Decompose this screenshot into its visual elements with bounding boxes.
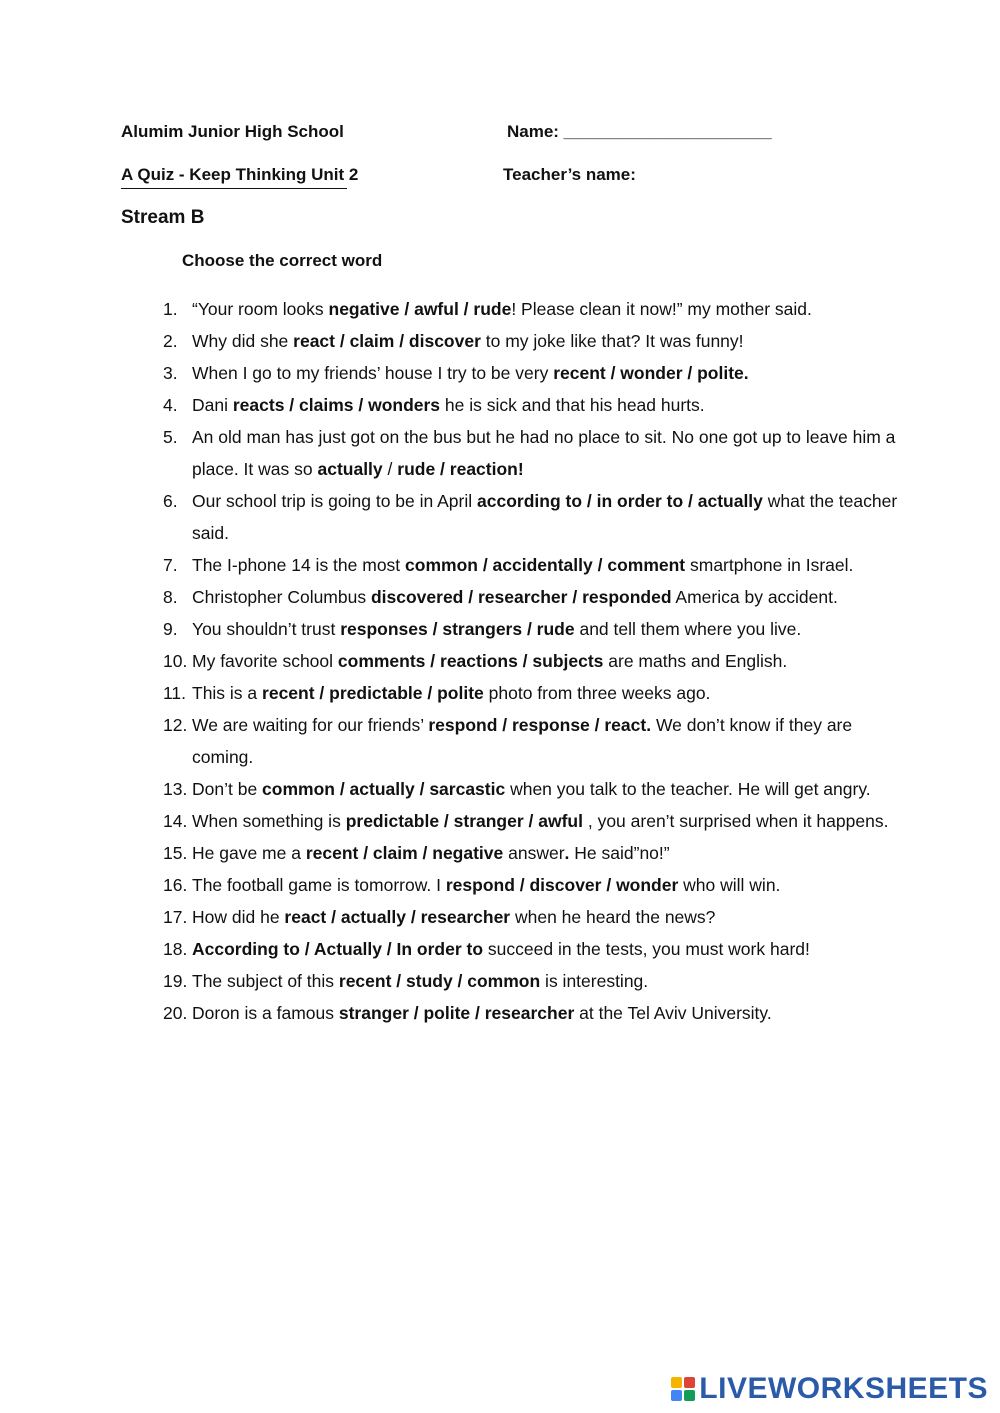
question-number: 3. bbox=[163, 363, 178, 383]
question-text: How did he bbox=[192, 907, 285, 927]
question-number: 15. bbox=[163, 843, 188, 863]
question-number: 9. bbox=[163, 619, 178, 639]
question-item bbox=[163, 805, 903, 837]
question-item bbox=[163, 549, 903, 581]
question-text: is interesting. bbox=[540, 971, 649, 991]
question-text: The football game is tomorrow. I bbox=[192, 875, 446, 895]
question-text: He gave me a bbox=[192, 843, 306, 863]
question-number: 1. bbox=[163, 299, 178, 319]
word-choice-options: recent / claim / negative bbox=[305, 843, 504, 863]
question-item bbox=[163, 901, 903, 933]
question-item bbox=[163, 965, 903, 997]
question-number: 11. bbox=[163, 683, 187, 703]
question-text: We don’t know if they are coming. bbox=[192, 715, 853, 767]
question-item bbox=[163, 325, 903, 357]
question-text: Our school trip is going to be in April bbox=[192, 491, 478, 511]
logo-tile bbox=[684, 1377, 695, 1388]
logo-tile bbox=[684, 1390, 695, 1401]
question-text: This is a bbox=[192, 683, 263, 703]
quiz-title: A Quiz - Keep Thinking Unit 2 bbox=[121, 165, 359, 184]
word-choice-options: stranger / polite / researcher bbox=[338, 1003, 575, 1023]
word-choice-options: according to / in order to / actually bbox=[477, 491, 763, 511]
question-text: An old man has just got on the bus but he had no place to sit. No one got up to leave him a place. It was so bbox=[192, 427, 896, 479]
question-text: When something is bbox=[192, 811, 346, 831]
question-item bbox=[163, 293, 903, 325]
question-text: Dani bbox=[192, 395, 233, 415]
question-text: America by accident. bbox=[671, 587, 838, 607]
question-number: 16. bbox=[163, 875, 188, 895]
instruction-heading: Choose the correct word bbox=[182, 251, 383, 270]
question-text: We are waiting for our friends’ bbox=[192, 715, 429, 735]
question-text: are maths and English. bbox=[603, 651, 788, 671]
word-choice-options: recent / wonder / polite. bbox=[553, 363, 749, 383]
word-choice-options: comments / reactions / subjects bbox=[337, 651, 604, 671]
question-text: when you talk to the teacher. He will get angry. bbox=[505, 779, 871, 799]
word-choice-options: common / actually / sarcastic bbox=[262, 779, 506, 799]
question-number: 6. bbox=[163, 491, 178, 511]
question-item bbox=[163, 837, 903, 869]
question-item bbox=[163, 773, 903, 805]
question-item bbox=[163, 933, 903, 965]
question-number: 20. bbox=[163, 1003, 188, 1023]
question-item bbox=[163, 389, 903, 421]
question-item bbox=[163, 997, 903, 1029]
word-choice-options: recent / study / common bbox=[338, 971, 541, 991]
question-number: 8. bbox=[163, 587, 178, 607]
question-text: at the Tel Aviv University. bbox=[574, 1003, 772, 1023]
question-item bbox=[163, 645, 903, 677]
teacher-name-label: Teacher’s name: bbox=[503, 165, 636, 184]
teacher-name-underline bbox=[121, 188, 347, 189]
liveworksheets-logo-icon bbox=[671, 1377, 695, 1401]
question-text: He said”no!” bbox=[569, 843, 670, 863]
word-choice-options: predictable / stranger / awful bbox=[345, 811, 583, 831]
word-choice-options: rude / reaction! bbox=[397, 459, 524, 479]
logo-tile bbox=[671, 1390, 682, 1401]
question-text: he is sick and that his head hurts. bbox=[440, 395, 705, 415]
question-item bbox=[163, 485, 903, 549]
question-number: 12. bbox=[163, 715, 188, 735]
question-text: The subject of this bbox=[192, 971, 339, 991]
question-number: 4. bbox=[163, 395, 178, 415]
question-text: what the teacher said. bbox=[192, 491, 898, 543]
word-choice-options: . bbox=[564, 843, 570, 863]
question-text: succeed in the tests, you must work hard! bbox=[483, 939, 810, 959]
word-choice-options: respond / response / react. bbox=[428, 715, 652, 735]
question-text: When I go to my friends’ house I try to be very bbox=[192, 363, 554, 383]
question-item bbox=[163, 869, 903, 901]
question-text: My favorite school bbox=[192, 651, 338, 671]
question-text: The I-phone 14 is the most bbox=[192, 555, 406, 575]
stream-label: Stream B bbox=[121, 207, 205, 228]
question-number: 19. bbox=[163, 971, 188, 991]
question-text: who will win. bbox=[678, 875, 781, 895]
word-choice-options: common / accidentally / comment bbox=[405, 555, 686, 575]
question-text: , you aren’t surprised when it happens. bbox=[582, 811, 889, 831]
question-item bbox=[163, 677, 903, 709]
question-number: 14. bbox=[163, 811, 188, 831]
question-item bbox=[163, 613, 903, 645]
word-choice-options: According to / Actually / In order to bbox=[192, 939, 484, 959]
question-number: 2. bbox=[163, 331, 178, 351]
name-field-label: Name: ______________________ bbox=[507, 122, 772, 141]
question-item bbox=[163, 357, 903, 389]
word-choice-options: respond / discover / wonder bbox=[445, 875, 679, 895]
question-text: and tell them where you live. bbox=[574, 619, 802, 639]
word-choice-options: responses / strangers / rude bbox=[340, 619, 575, 639]
question-number: 10. bbox=[163, 651, 188, 671]
question-text: Christopher Columbus bbox=[192, 587, 371, 607]
question-text: Why did she bbox=[192, 331, 294, 351]
brand-wordmark: LIVEWORKSHEETS bbox=[699, 1372, 988, 1405]
question-list bbox=[163, 293, 903, 1029]
question-text: “Your room looks bbox=[192, 299, 329, 319]
word-choice-options: reacts / claims / wonders bbox=[232, 395, 441, 415]
word-choice-options: actually bbox=[317, 459, 383, 479]
question-text: smartphone in Israel. bbox=[685, 555, 854, 575]
question-text: ! Please clean it now!” my mother said. bbox=[511, 299, 812, 319]
question-text: You shouldn’t trust bbox=[192, 619, 341, 639]
question-item bbox=[163, 581, 903, 613]
logo-tile bbox=[671, 1377, 682, 1388]
question-text: / bbox=[382, 459, 398, 479]
liveworksheets-brand bbox=[671, 1372, 988, 1406]
question-number: 7. bbox=[163, 555, 178, 575]
question-number: 17. bbox=[163, 907, 188, 927]
question-number: 5. bbox=[163, 427, 178, 447]
question-text: when he heard the news? bbox=[510, 907, 716, 927]
school-name: Alumim Junior High School bbox=[121, 122, 344, 141]
word-choice-options: react / actually / researcher bbox=[284, 907, 511, 927]
word-choice-options: recent / predictable / polite bbox=[262, 683, 484, 703]
question-text: answer bbox=[503, 843, 565, 863]
word-choice-options: negative / awful / rude bbox=[328, 299, 512, 319]
question-text: Doron is a famous bbox=[192, 1003, 339, 1023]
question-number: 18. bbox=[163, 939, 188, 959]
question-item bbox=[163, 421, 903, 485]
question-text: Don’t be bbox=[192, 779, 263, 799]
question-text: photo from three weeks ago. bbox=[483, 683, 711, 703]
question-number: 13. bbox=[163, 779, 188, 799]
word-choice-options: react / claim / discover bbox=[293, 331, 481, 351]
question-item bbox=[163, 709, 903, 773]
question-text: to my joke like that? It was funny! bbox=[480, 331, 744, 351]
word-choice-options: discovered / researcher / responded bbox=[370, 587, 672, 607]
